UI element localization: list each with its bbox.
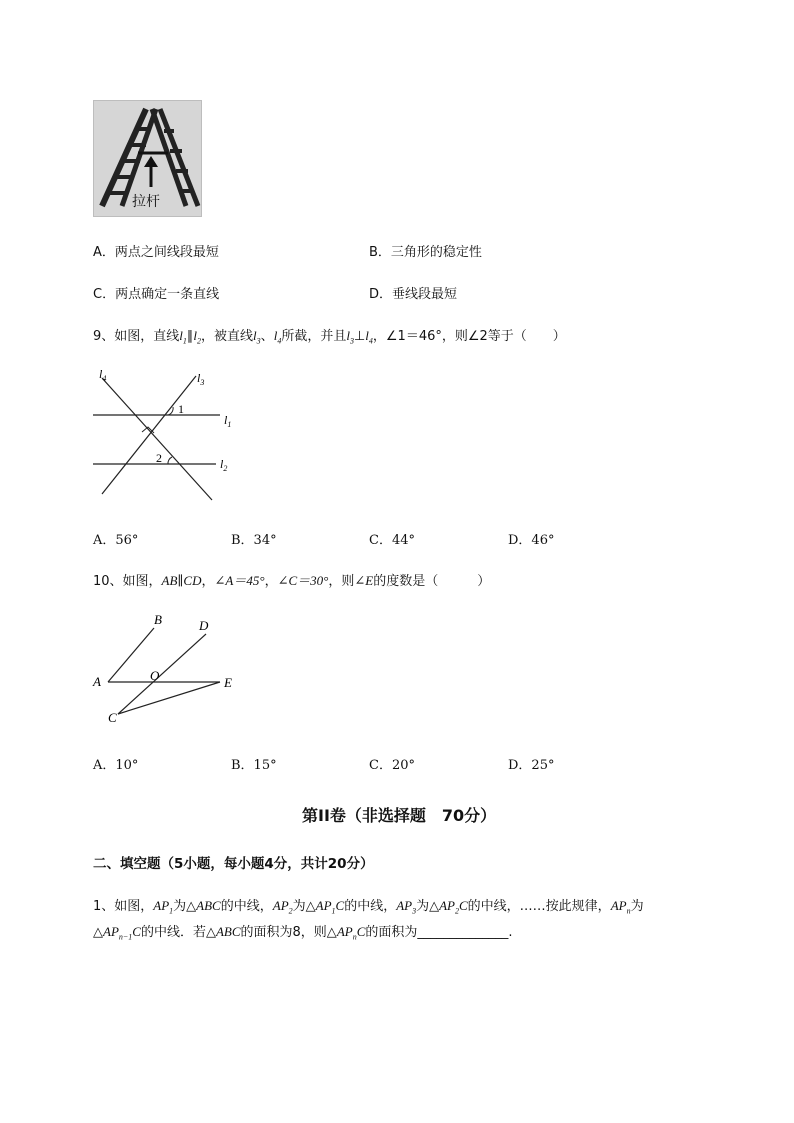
q8-option-a: A．两点之间线段最短 [93, 245, 219, 260]
segment-ce [118, 682, 220, 714]
label-o: O [150, 668, 160, 683]
segment-cd [118, 634, 206, 714]
q9-option-c: C．44° [369, 533, 415, 548]
photo-label: 拉杆 [132, 191, 160, 211]
q10-option-c: C．20° [369, 758, 415, 773]
ladder-photo [93, 100, 202, 217]
right-angle-mark [142, 427, 154, 433]
label-angle1: 1 [178, 402, 184, 416]
label-c: C [108, 710, 117, 725]
label-l3: $l_3$ [197, 371, 205, 387]
f1-line2: $\triangle AP_{n-1}C$的中线．若△ABC的面积为8，则$\triangle AP_nC$的面积为______________. [93, 924, 513, 942]
q9-option-b: B．34° [231, 533, 277, 548]
fill-section-heading: 二、填空题（5小题，每小题4分，共计20分） [93, 856, 374, 872]
part2-title: 第II卷（非选择题 70分） [302, 806, 497, 825]
answer-blank[interactable]: ______________ [417, 925, 509, 940]
q10-stem: 10、如图，AB∥CD，∠A＝45°，∠C＝30°，则∠E的度数是（ ） [93, 573, 491, 589]
q10-figure [88, 610, 248, 730]
q8-option-d: D．垂线段最短 [369, 287, 458, 302]
q10-option-d: D．25° [508, 758, 555, 773]
label-d: D [199, 618, 209, 633]
label-a: A [93, 674, 101, 689]
label-l1: $l_1$ [224, 413, 232, 429]
label-angle2: 2 [156, 451, 162, 465]
segment-ab [108, 628, 154, 682]
q9-figure [88, 362, 248, 502]
q10-option-a: A．10° [93, 758, 139, 773]
q8-option-c: C．两点确定一条直线 [93, 287, 220, 302]
label-e: E [224, 675, 232, 690]
q8-option-b: B．三角形的稳定性 [369, 245, 482, 260]
line-l4 [102, 378, 212, 500]
label-l4: $l_4$ [99, 367, 107, 383]
f1-line1: 1、如图，$AP_1$为△ABC的中线，$AP_2$为$\triangle AP_1C$的中线，$AP_3$为$\triangle AP_2C$的中线，……按此规律，$AP_n$为 [93, 898, 644, 916]
label-l2: $l_2$ [220, 457, 228, 473]
q9-option-a: A．56° [93, 533, 139, 548]
q9-stem: 9、如图，直线$l_1\parallel l_2$，被直线$l_3$、$l_4$所截，并且$l_3\perp l_4$，∠1＝46°，则∠2等于（ ） [93, 328, 566, 346]
label-b: B [154, 612, 162, 627]
q10-option-b: B．15° [231, 758, 277, 773]
q9-option-d: D．46° [508, 533, 555, 548]
angle2-arc [168, 457, 172, 464]
